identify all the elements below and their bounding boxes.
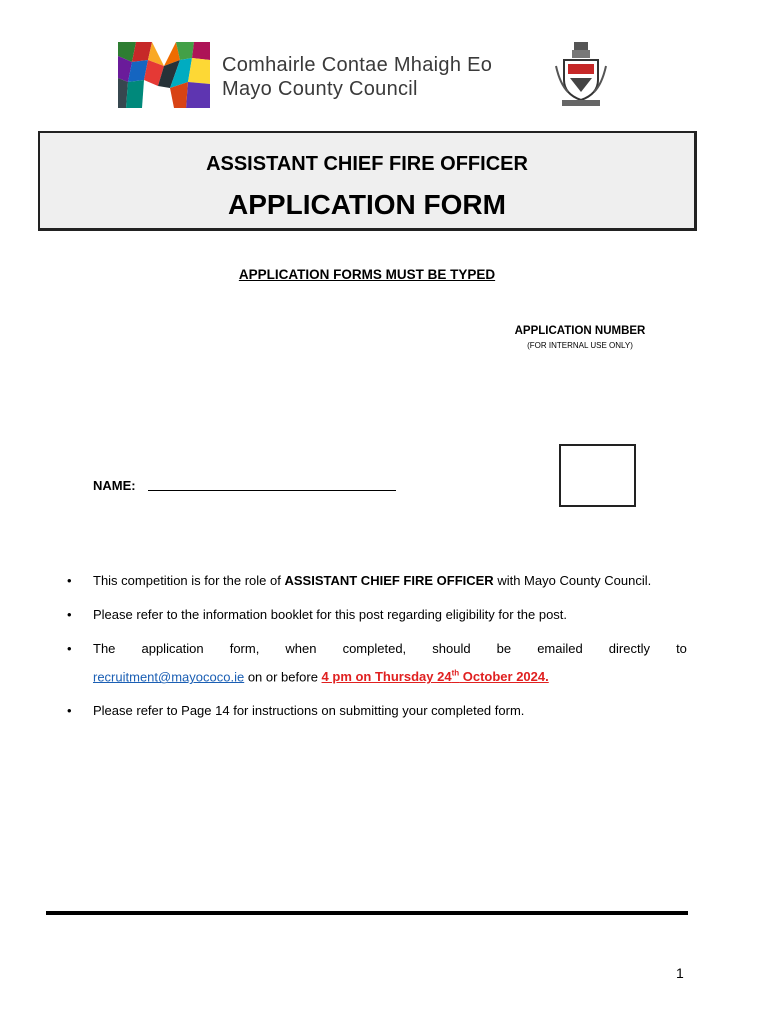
- bullet-marker: •: [67, 607, 72, 622]
- submission-mid: on or before: [244, 669, 322, 685]
- mayo-m-logo-icon: [118, 42, 210, 108]
- council-name-irish: Comhairle Contae Mhaigh Eo: [222, 54, 493, 76]
- submission-word: completed,: [342, 641, 407, 656]
- deadline-text: [322, 669, 549, 684]
- submission-word: application: [141, 641, 204, 656]
- submission-word: should: [432, 641, 471, 656]
- bullet-submission-line2: [93, 669, 549, 684]
- bullet-role: [93, 573, 651, 588]
- bullet-eligibility: Please refer to the information booklet for this post regarding eligibility for the post.: [93, 607, 568, 622]
- title-box: [38, 131, 697, 231]
- bullet-submission-line1: [93, 641, 687, 656]
- submission-word: The: [93, 641, 116, 656]
- application-number-box[interactable]: [559, 444, 636, 507]
- recruitment-email-link[interactable]: recruitment@mayococo.ie: [93, 669, 245, 685]
- name-label: NAME:: [93, 478, 136, 493]
- form-title: APPLICATION FORM: [228, 189, 506, 220]
- deadline-post: October 2024.: [459, 669, 549, 685]
- submission-word: when: [285, 641, 317, 656]
- bullet-role-pre: This competition is for the role of: [93, 573, 285, 588]
- submission-word: to: [676, 641, 687, 656]
- submission-word: emailed: [537, 641, 583, 656]
- name-field[interactable]: [148, 490, 396, 491]
- submission-word: be: [496, 641, 512, 656]
- bottom-divider: [46, 911, 688, 915]
- bullet-marker: •: [67, 703, 72, 718]
- page-number: 1: [676, 965, 684, 981]
- submission-word: form,: [229, 641, 260, 656]
- bullet-marker: •: [67, 641, 72, 656]
- county-crest-icon: [554, 40, 608, 108]
- typed-requirement-note: APPLICATION FORMS MUST BE TYPED: [238, 267, 496, 282]
- submission-word: directly: [608, 641, 650, 656]
- application-number-label: APPLICATION NUMBER: [514, 325, 646, 337]
- bullet-role-post: with Mayo County Council.: [493, 573, 652, 588]
- deadline-sup: th: [451, 669, 460, 678]
- bullet-role-title: ASSISTANT CHIEF FIRE OFFICER: [284, 573, 494, 588]
- form-role-title: ASSISTANT CHIEF FIRE OFFICER: [206, 153, 528, 175]
- deadline-pre: 4 pm on Thursday 24: [321, 669, 452, 685]
- council-name-english: Mayo County Council: [222, 78, 418, 100]
- bullet-marker: •: [67, 573, 72, 588]
- application-number-sublabel: (FOR INTERNAL USE ONLY): [527, 341, 633, 350]
- bullet-instructions: Please refer to Page 14 for instructions on submitting your completed form.: [93, 703, 525, 718]
